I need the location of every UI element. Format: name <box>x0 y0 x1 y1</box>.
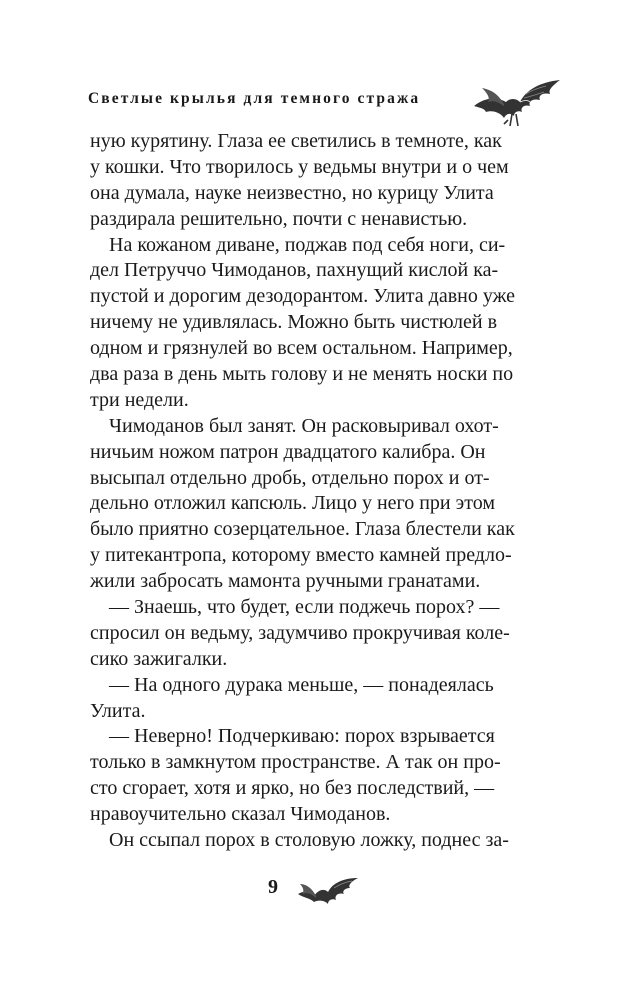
page-footer <box>268 874 378 908</box>
text-line: — Знаешь, что будет, если поджечь порох? — <box>109 596 500 619</box>
text-line: На кожаном диване, поджав под себя ноги, си- <box>109 233 506 256</box>
text-line: у питекантропа, которому вместо камней предло- <box>90 544 512 567</box>
text-line: три недели. <box>90 388 189 411</box>
page-number: 9 <box>268 876 278 898</box>
text-line: пустой и дорогим дезодорантом. Улита давно уже <box>90 285 516 308</box>
text-line: Он ссыпал порох в столовую ложку, поднес за- <box>109 829 509 852</box>
text-line: было приятно созерцательное. Глаза блестели как <box>90 518 515 541</box>
text-line: — На одного дурака меньше, — понадеялась <box>109 673 494 696</box>
text-line: ную курятину. Глаза ее светились в темноте, как <box>90 130 502 152</box>
text-line: одном и грязнулей во всем остальном. Например, <box>90 337 513 360</box>
book-title: Светлые крылья для темного стража <box>88 90 421 107</box>
small-dragon-icon <box>294 874 364 906</box>
running-header <box>88 84 558 124</box>
text-line: нравоучительно сказал Чимоданов. <box>90 803 391 826</box>
text-line: она думала, науке неизвестно, но курицу Улита <box>90 181 494 204</box>
text-line: сто сгорает, хотя и ярко, но без последствий, — <box>90 777 495 800</box>
text-line: только в замкнутом пространстве. А так он про- <box>90 751 501 774</box>
text-line: ничьим ножом патрон двадцатого калибра. Он <box>90 440 486 463</box>
text-line: раздирала решительно, почти с ненавистью. <box>90 207 468 230</box>
text-line: Улита. <box>90 699 146 722</box>
text-line: Чимоданов был занят. Он расковыривал охот- <box>109 414 499 437</box>
text-line: спросил он ведьму, задумчиво прокручивая коле- <box>90 621 510 644</box>
text-line: высыпал отдельно дробь, отдельно порох и от- <box>90 466 490 489</box>
text-line: — Неверно! Подчеркиваю: порох взрывается <box>109 725 495 748</box>
winged-dragon-icon <box>468 76 564 128</box>
text-line: сико зажигалки. <box>90 647 228 670</box>
body-text <box>90 129 562 854</box>
text-line: дел Петруччо Чимоданов, пахнущий кислой ка- <box>90 259 499 282</box>
text-line: два раза в день мыть голову и не менять носки по <box>90 363 514 386</box>
text-line: у кошки. Что творилось у ведьмы внутри и о чем <box>90 155 509 178</box>
text-line: дельно отложил капсюль. Лицо у него при этом <box>90 492 495 515</box>
text-line: жили забросать мамонта ручными гранатами. <box>90 570 481 593</box>
text-line: ничему не удивлялась. Можно быть чистюлей в <box>90 311 498 334</box>
